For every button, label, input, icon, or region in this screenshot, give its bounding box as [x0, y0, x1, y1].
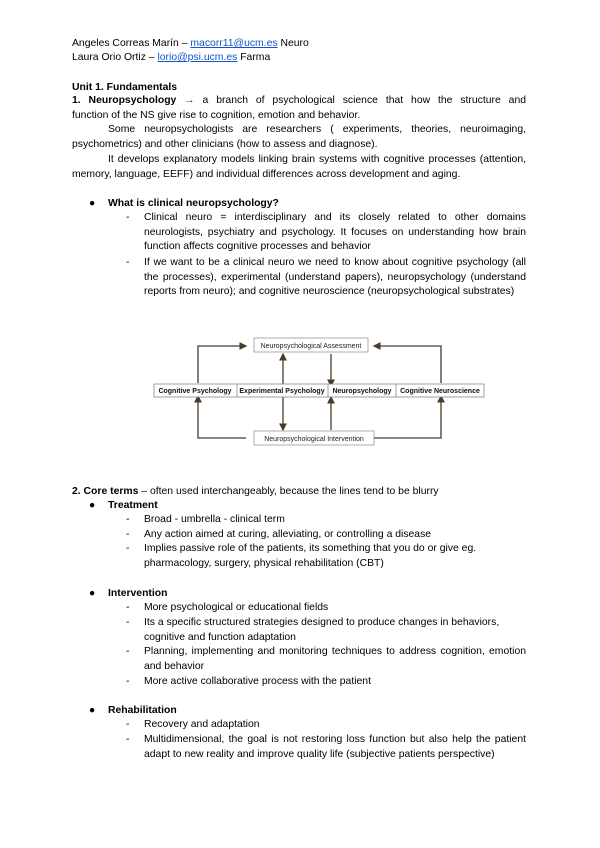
rehabilitation-heading: Rehabilitation	[108, 705, 177, 716]
dash-icon: -	[126, 617, 130, 628]
author-2-email-link[interactable]: lorio@psi.ucm.es	[157, 52, 238, 63]
treatment-item-2: Any action aimed at curing, alleviating, or controlling a disease	[144, 529, 432, 540]
author-2-name: Laura Orio Ortiz –	[72, 52, 155, 63]
dash-icon: -	[126, 257, 130, 268]
dash-icon: -	[126, 734, 130, 745]
section-2-heading: 2. Core terms	[72, 486, 139, 497]
field-experimental-psychology: Experimental Psychology	[239, 388, 325, 395]
neuropsychology-diagram	[150, 330, 486, 448]
dash-icon: -	[126, 529, 130, 540]
rehabilitation-bullet	[89, 704, 177, 717]
clinical-item-2: If we want to be a clinical neuro we need to know about cognitive psychology (all the processes), experimental (understand papers), neuropsychology (understand reports from neuro); and cognitive neuroscience (neuropsychological substrates)	[144, 257, 526, 298]
dash-icon: -	[126, 514, 130, 525]
section-1-intro: 1. Neuropsychology → a branch of psychological science that how the structure and function of the NS give rise to cognition, emotion and behavior.	[72, 95, 527, 121]
treatment-bullet	[89, 499, 158, 512]
intervention-item-1: More psychological or educational fields	[144, 602, 329, 613]
section-1-paragraph-3: It develops explanatory models linking brain systems with cognitive processes (attention, memory, language, EEFF) and individual differences across development and aging.	[72, 154, 526, 180]
author-1-name: Angeles Correas Marín –	[72, 38, 188, 49]
section-2-subtitle: – often used interchangeably, because the lines tend to be blurry	[138, 486, 439, 497]
intervention-bullet	[89, 587, 168, 600]
intervention-label: Neuropsychological Intervention	[264, 436, 364, 443]
unit-title: Unit 1. Fundamentals	[72, 82, 178, 93]
treatment-heading: Treatment	[108, 500, 158, 511]
bullet-icon: ●	[89, 588, 96, 599]
author-line-2	[72, 51, 270, 64]
intervention-item-4: More active collaborative process with the patient	[144, 676, 371, 687]
rehabilitation-item-1: Recovery and adaptation	[144, 719, 260, 730]
bullet-icon: ●	[89, 198, 96, 209]
dash-icon: -	[126, 676, 130, 687]
author-2-dept: Farma	[240, 52, 271, 63]
arrow-symbol: →	[184, 95, 195, 106]
dash-icon: -	[126, 543, 130, 554]
dash-icon: -	[126, 212, 130, 223]
dash-icon: -	[126, 646, 130, 657]
clinical-neuro-bullet	[89, 197, 279, 210]
section-1-heading: 1. Neuropsychology	[72, 95, 177, 106]
treatment-item-1: Broad - umbrella - clinical term	[144, 514, 285, 525]
assessment-label: Neuropsychological Assessment	[260, 343, 362, 350]
bullet-icon: ●	[89, 500, 96, 511]
author-line-1	[72, 37, 309, 50]
field-neuropsychology: Neuropsychology	[332, 388, 392, 395]
section-2-title	[72, 485, 439, 498]
field-cognitive-psychology: Cognitive Psychology	[158, 388, 232, 395]
bullet-icon: ●	[89, 705, 96, 716]
dash-icon: -	[126, 602, 130, 613]
intervention-item-2: Its a specific structured strategies designed to produce changes in behaviors, cognitive and function adaptation	[144, 617, 500, 643]
intervention-heading: Intervention	[108, 588, 168, 599]
clinical-neuro-heading: What is clinical neuropsychology?	[108, 198, 279, 209]
section-1-paragraph-2: Some neuropsychologists are researchers ( experiments, theories, neuroimaging, psychometrics) and other clinicians (how to assess and diagnose).	[72, 124, 526, 150]
author-1-dept: Neuro	[280, 38, 309, 49]
field-cognitive-neuroscience: Cognitive Neuroscience	[400, 388, 480, 395]
author-1-email-link[interactable]: macorr11@ucm.es	[190, 38, 278, 49]
treatment-item-3: Implies passive role of the patients, its something that you do or give eg. pharmacology, surgery, physical rehabilitation (CBT)	[144, 543, 477, 569]
clinical-item-1: Clinical neuro = interdisciplinary and its closely related to other domains neurologists, psychiatry and psychology. It focuses on understanding how brain function affects cognitive processes and behavior	[144, 212, 526, 253]
dash-icon: -	[126, 719, 130, 730]
intervention-item-3: Planning, implementing and monitoring techniques to address cognition, emotion and behavior	[144, 646, 526, 672]
rehabilitation-item-2: Multidimensional, the goal is not restoring loss function but also help the patient adapt to new reality and improve quality life (subjective patients perspective)	[144, 734, 526, 760]
